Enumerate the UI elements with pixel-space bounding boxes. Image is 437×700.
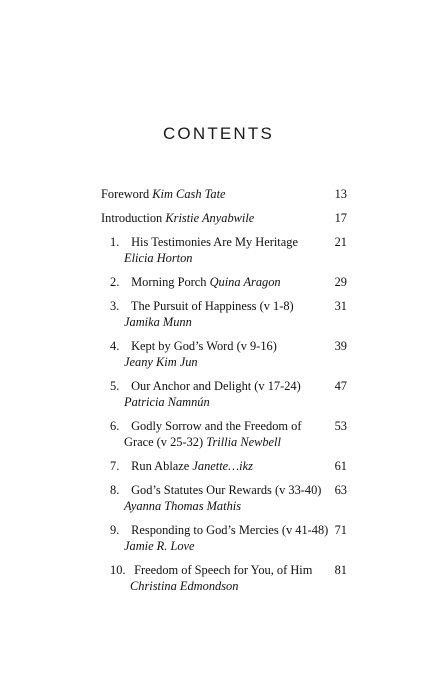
entry-number: 6.	[110, 419, 120, 433]
entry-page-number: 63	[334, 483, 347, 497]
entry-page-number: 47	[334, 379, 347, 393]
entry-title: Run Ablaze	[131, 459, 190, 473]
entry-title: Freedom of Speech for You, of Him	[134, 563, 313, 577]
entry-page-number: 53	[334, 419, 347, 433]
entry-author: Janette…ikz	[192, 459, 253, 473]
entry-author: Patricia Namnún	[124, 395, 210, 409]
entry-title: God’s Statutes Our Rewards (v 33-40)	[131, 483, 322, 497]
entry-author: Christina Edmondson	[130, 579, 239, 593]
entry-number: 8.	[110, 483, 120, 497]
entry-author: Kristie Anyabwile	[165, 211, 255, 225]
page-title: CONTENTS	[162, 124, 275, 143]
entry-page-number: 71	[334, 523, 347, 537]
entry-number: 3.	[110, 299, 120, 313]
entry-number: 4.	[110, 339, 120, 353]
entry-title: Kept by God’s Word (v 9-16)	[131, 339, 277, 353]
entry-author: Jeany Kim Jun	[124, 355, 198, 369]
entry-page-number: 81	[334, 563, 347, 577]
entry-author: Quina Aragon	[209, 275, 281, 289]
entry-title: Godly Sorrow and the Freedom of	[131, 419, 302, 433]
entry-title: Our Anchor and Delight (v 17-24)	[131, 379, 301, 393]
entry-title: Responding to God’s Mercies (v 41-48)	[131, 523, 329, 537]
entry-number: 5.	[110, 379, 120, 393]
entry-title-continued: Grace (v 25-32)	[124, 435, 204, 449]
entry-page-number: 17	[334, 211, 347, 225]
entry-author: Trillia Newbell	[206, 435, 281, 449]
entry-author: Ayanna Thomas Mathis	[124, 499, 242, 513]
entry-page-number: 21	[334, 235, 347, 249]
entry-author: Kim Cash Tate	[152, 187, 226, 201]
entry-number: 7.	[110, 459, 120, 473]
entry-title: Foreword	[101, 187, 150, 201]
entry-number: 1.	[110, 235, 120, 249]
entry-number: 2.	[110, 275, 120, 289]
entry-title: Introduction	[101, 211, 163, 225]
entry-author: Elicia Horton	[124, 251, 193, 265]
entry-number: 9.	[110, 523, 120, 537]
entry-author: Jamie R. Love	[124, 539, 195, 553]
entry-page-number: 29	[334, 275, 347, 289]
entry-page-number: 13	[334, 187, 347, 201]
entry-title: The Pursuit of Happiness (v 1-8)	[130, 299, 294, 313]
entry-page-number: 39	[334, 339, 347, 353]
entry-number: 10.	[110, 563, 126, 577]
entry-page-number: 31	[334, 299, 347, 313]
entry-page-number: 61	[334, 459, 347, 473]
entry-title: His Testimonies Are My Heritage	[131, 235, 298, 249]
entry-title: Morning Porch	[131, 275, 207, 289]
entry-author: Jamika Munn	[124, 315, 192, 329]
